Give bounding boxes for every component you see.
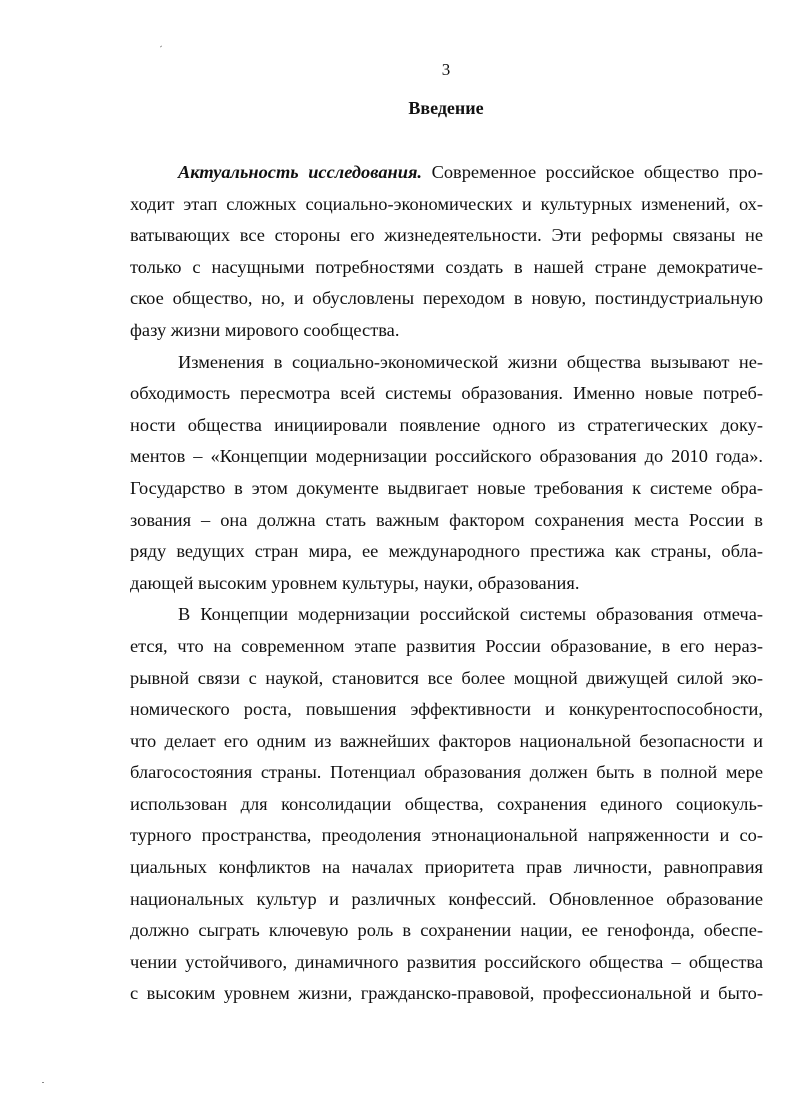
paragraph-lead: Актуальность исследования. bbox=[178, 162, 423, 182]
text-line: рывной связи с наукой, становится все более мощной движущей силой эко- bbox=[130, 667, 763, 688]
text-line: национальных культур и различных конфессий. Обновленное образование bbox=[130, 888, 763, 909]
text-line: благосостояния страны. Потенциал образования должен быть в полной мере bbox=[130, 762, 763, 783]
paragraph bbox=[130, 347, 763, 600]
text-line: Изменения в социально-экономической жизни общества вызывают не- bbox=[178, 351, 763, 372]
text-line: номического роста, повышения эффективности и конкурентоспособности, bbox=[130, 699, 763, 720]
text-line: Актуальность исследования. Современное российское общество про- bbox=[178, 162, 764, 182]
text-line: дающей высоким уровнем культуры, науки, образования. bbox=[130, 572, 580, 593]
text-line: с высоким уровнем жизни, гражданско-правовой, профессиональной и быто- bbox=[130, 983, 763, 1004]
text-line: зования – она должна стать важным фактором сохранения места России в bbox=[130, 509, 763, 530]
text-line: ряду ведущих стран мира, ее международного престижа как страны, обла- bbox=[130, 541, 763, 562]
text-line: использован для консолидации общества, сохранения единого социокуль- bbox=[130, 793, 763, 814]
section-title: Введение bbox=[408, 98, 484, 118]
text-line: что делает его одним из важнейших факторов национальной безопасности и bbox=[130, 730, 763, 751]
page-number: 3 bbox=[441, 60, 451, 79]
text-line: обходимость пересмотра всей системы образования. Именно новые потреб- bbox=[130, 383, 763, 404]
body-text bbox=[130, 157, 763, 1010]
text-line: ское общество, но, и обусловлены переходом в новую, постиндустриальную bbox=[130, 288, 763, 309]
text-line: ется, что на современном этапе развития России образование, в его нераз- bbox=[130, 635, 763, 656]
text-line: турного пространства, преодоления этнонациональной напряженности и со- bbox=[130, 825, 763, 846]
paragraph bbox=[130, 599, 763, 1010]
text-line: чении устойчивого, динамичного развития российского общества – общества bbox=[130, 951, 763, 972]
text-line: ходит этап сложных социально-экономических и культурных изменений, ох- bbox=[130, 193, 763, 214]
text-line: ватывающих все стороны его жизнедеятельности. Эти реформы связаны не bbox=[130, 225, 763, 246]
text-line: ности общества инициировали появление одного из стратегических доку- bbox=[130, 414, 763, 435]
text-line: В Концепции модернизации российской системы образования отмеча- bbox=[178, 604, 763, 625]
text-line: фазу жизни мирового сообщества. bbox=[130, 319, 400, 340]
text-line: ментов – «Концепции модернизации российского образования до 2010 года». bbox=[130, 446, 763, 467]
scan-speck bbox=[160, 45, 162, 47]
scan-speck bbox=[42, 1082, 44, 1083]
text-line: должно сыграть ключевую роль в сохранении нации, ее генофонда, обеспе- bbox=[130, 920, 763, 941]
text-line: Государство в этом документе выдвигает новые требования к системе обра- bbox=[130, 477, 763, 498]
paragraph bbox=[130, 157, 763, 347]
text-line: циальных конфликтов на началах приоритета прав личности, равноправия bbox=[130, 857, 763, 878]
text-line: только с насущными потребностями создать в нашей стране демократиче- bbox=[130, 256, 763, 277]
